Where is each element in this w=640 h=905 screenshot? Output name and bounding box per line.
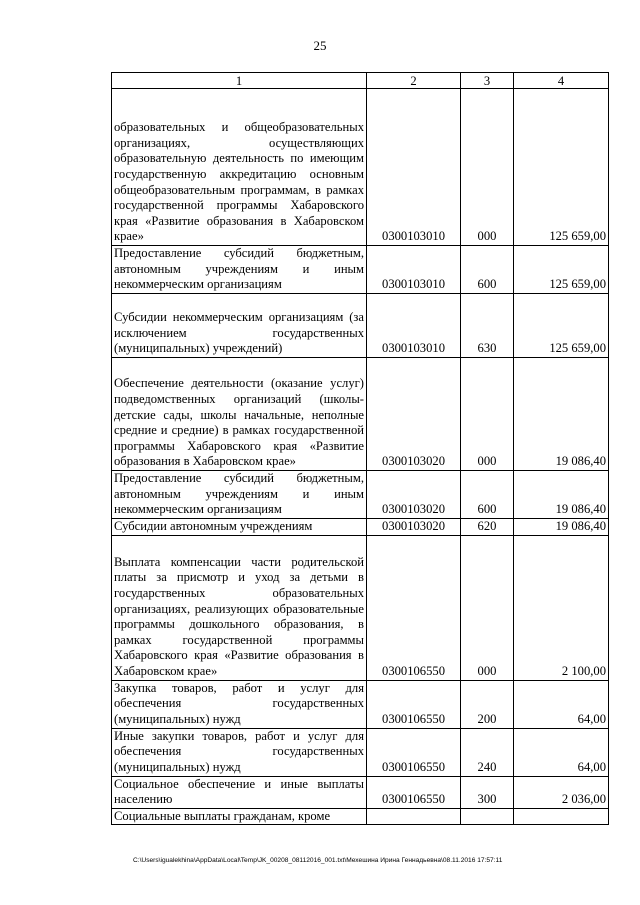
row-type: 000 [461, 89, 514, 246]
column-header-2: 2 [367, 73, 461, 89]
row-amount: 2 100,00 [514, 535, 609, 680]
row-type: 600 [461, 246, 514, 294]
page-number: 25 [313, 38, 327, 53]
column-header-1: 1 [112, 73, 367, 89]
row-name: Закупка товаров, работ и услуг для обеспечения государственных (муниципальных) нужд [112, 680, 367, 728]
row-type: 240 [461, 728, 514, 776]
row-type [461, 808, 514, 825]
row-name: образовательных и общеобразовательных организациях, осуществляющих образовательную деятельность по имеющим государственную аккредитацию основным общеобразовательным программам, в рамках государственной программы Хабаровского края «Развитие образования в Хабаровском крае» [112, 89, 367, 246]
row-name: Выплата компенсации части родительской платы за присмотр и уход за детьми в государственных образовательных организациях, реализующих образовательные программы дошкольного образования, в рамках государственной программы Хабаровского края «Развитие образования в Хабаровском крае» [112, 535, 367, 680]
table-row [112, 358, 609, 471]
table-row [112, 294, 609, 358]
row-type: 620 [461, 519, 514, 536]
row-code: 0300106550 [367, 680, 461, 728]
row-name: Субсидии автономным учреждениям [112, 519, 367, 536]
row-type: 200 [461, 680, 514, 728]
row-name: Социальные выплаты гражданам, кроме [112, 808, 367, 825]
row-amount [514, 808, 609, 825]
row-code: 0300103020 [367, 471, 461, 519]
row-amount: 19 086,40 [514, 358, 609, 471]
row-code: 0300106550 [367, 535, 461, 680]
table-row [112, 535, 609, 680]
row-amount: 64,00 [514, 728, 609, 776]
row-amount: 19 086,40 [514, 519, 609, 536]
row-name: Субсидии некоммерческим организациям (за исключением государственных (муниципальных) учреждений) [112, 294, 367, 358]
row-amount: 64,00 [514, 680, 609, 728]
row-code: 0300103010 [367, 294, 461, 358]
table-row [112, 728, 609, 776]
row-code: 0300103010 [367, 89, 461, 246]
table-row [112, 776, 609, 808]
row-code: 0300106550 [367, 728, 461, 776]
table-header-row [112, 73, 609, 89]
row-name: Социальное обеспечение и иные выплаты населению [112, 776, 367, 808]
row-type: 000 [461, 358, 514, 471]
row-code [367, 808, 461, 825]
row-amount: 2 036,00 [514, 776, 609, 808]
row-amount: 19 086,40 [514, 471, 609, 519]
document-footer-path: C:\Users\igualekhina\AppData\Local\Temp\JK_00208_08112016_001.txt\Мехешина Ирина Геннадьевна\08.11.2016 17:57:11 [133, 857, 503, 864]
row-name: Иные закупки товаров, работ и услуг для обеспечения государственных (муниципальных) нужд [112, 728, 367, 776]
table-row [112, 246, 609, 294]
row-code: 0300106550 [367, 776, 461, 808]
table-row [112, 89, 609, 246]
row-type: 600 [461, 471, 514, 519]
column-header-3: 3 [461, 73, 514, 89]
row-type: 000 [461, 535, 514, 680]
table-row [112, 808, 609, 825]
row-type: 630 [461, 294, 514, 358]
table-row [112, 471, 609, 519]
table-row [112, 519, 609, 536]
row-type: 300 [461, 776, 514, 808]
column-header-4: 4 [514, 73, 609, 89]
row-amount: 125 659,00 [514, 89, 609, 246]
budget-table [111, 72, 609, 825]
row-code: 0300103020 [367, 519, 461, 536]
row-name: Обеспечение деятельности (оказание услуг) подведомственных организаций (школы-детские сады, школы начальные, неполные средние и средние) в рамках государственной программы Хабаровского края «Развитие образования в Хабаровском крае» [112, 358, 367, 471]
row-amount: 125 659,00 [514, 246, 609, 294]
row-name: Предоставление субсидий бюджетным, автономным учреждениям и иным некоммерческим организациям [112, 246, 367, 294]
row-name: Предоставление субсидий бюджетным, автономным учреждениям и иным некоммерческим организациям [112, 471, 367, 519]
row-code: 0300103020 [367, 358, 461, 471]
row-code: 0300103010 [367, 246, 461, 294]
table-row [112, 680, 609, 728]
row-amount: 125 659,00 [514, 294, 609, 358]
